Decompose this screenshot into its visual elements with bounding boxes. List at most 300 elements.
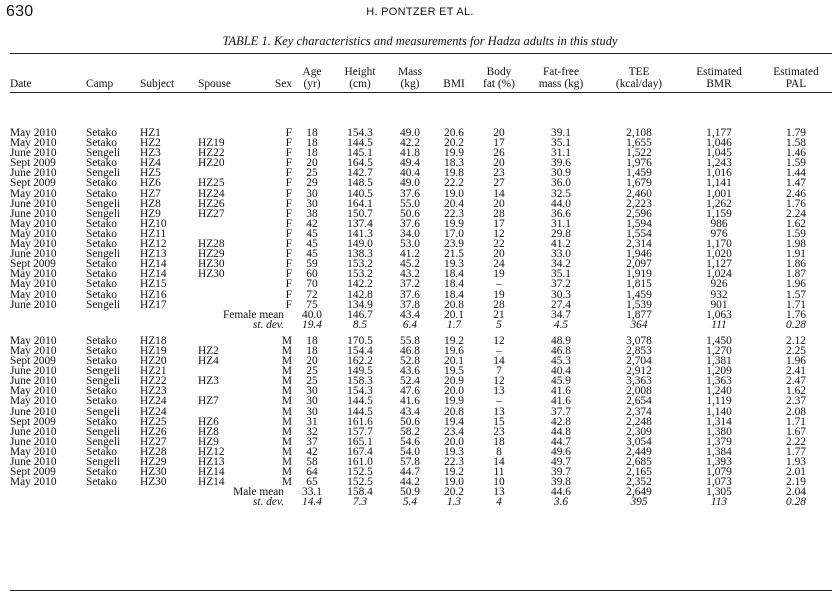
cell-mass: 43.4 [400,405,420,418]
cell-camp: Setako [86,137,118,150]
cell-camp: Sengeli [86,298,121,311]
cell-tee: 2,704 [626,355,652,368]
cell-date: May 2010 [10,127,57,139]
summary-mass: 50.9 [400,486,420,499]
cell-date: June 2010 [10,147,57,160]
cell-tee: 2,097 [626,258,652,271]
cell-mass: 58.2 [400,425,420,438]
cell-subject: HZ8 [140,197,161,210]
cell-camp: Setako [86,157,118,170]
cell-bmi: 20.1 [444,355,464,368]
cell-age: 70 [306,278,318,291]
cell-date: May 2010 [10,334,57,347]
cell-age: 45 [306,248,318,261]
cell-ffm: 45.3 [551,355,571,368]
cell-height: 149.0 [347,238,373,251]
cell-ffm: 39.1 [551,127,571,139]
cell-pal: 1.59 [786,227,806,240]
cell-age: 60 [306,268,318,281]
cell-camp: Setako [86,445,118,458]
cell-age: 25 [306,375,318,388]
cell-height: 167.4 [347,445,373,458]
cell-bmr: 1,270 [706,344,732,357]
cell-spouse: HZ25 [198,177,225,190]
cell-height: 161.6 [347,415,373,428]
cell-pal: 1.91 [786,248,806,261]
cell-height: 150.7 [347,207,373,220]
cell-date: June 2010 [10,405,57,418]
cell-pal: 1.47 [786,177,806,190]
cell-pal: 1.57 [786,288,806,301]
cell-bmr: 1,079 [706,466,732,479]
cell-mass: 43.2 [400,268,420,281]
cell-height: 153.2 [347,258,373,271]
cell-ffm: 41.6 [551,385,571,398]
cell-tee: 1,655 [626,137,652,150]
page-number: 630 [6,3,34,20]
cell-height: 154.3 [347,127,373,139]
cell-spouse: HZ3 [198,375,219,388]
cell-pal: 1.71 [786,415,806,428]
cell-camp: Sengeli [86,197,121,210]
cell-sex: F [285,238,292,251]
summary-age: 40.0 [302,308,322,321]
cell-date: May 2010 [10,238,57,251]
summary-tee: 364 [630,318,648,331]
cell-pal: 1.58 [786,137,806,150]
cell-spouse: HZ13 [198,456,225,468]
cell-sex: M [281,385,292,398]
cell-bmr: 1,127 [706,258,732,271]
cell-tee: 2,248 [626,415,652,428]
cell-ffm: 48.9 [551,334,571,347]
cell-bodyfat: 7 [496,365,502,378]
cell-date: Sept 2009 [10,157,56,170]
cell-camp: Setako [86,288,118,301]
cell-bmi: 23.4 [444,425,464,438]
cell-age: 25 [306,365,318,378]
cell-spouse [198,279,266,289]
cell-sex: F [285,127,292,139]
cell-age: 45 [306,227,318,240]
cell-height: 142.7 [347,167,373,180]
cell-tee: 2,352 [626,476,652,489]
cell-sex: F [285,137,292,150]
cell-tee: 1,594 [626,217,652,230]
cell-date: Sept 2009 [10,355,56,368]
table-row [10,209,832,219]
cell-bodyfat: – [496,278,502,291]
cell-bmi: 19.2 [444,466,464,479]
cell-mass: 47.6 [400,385,420,398]
cell-bmr: 976 [710,227,728,240]
cell-subject: HZ11 [140,227,167,240]
cell-date: June 2010 [10,248,57,261]
cell-ffm: 29.8 [551,227,571,240]
cell-subject: HZ7 [140,187,161,200]
cell-height: 164.1 [347,197,373,210]
table-caption: TABLE 1. Key characteristics and measurements for Hadza adults in this study [222,34,618,48]
cell-height: 148.5 [347,177,373,190]
cell-ffm: 37.2 [551,278,571,291]
cell-age: 72 [306,288,318,301]
cell-camp: Setako [86,127,118,139]
cell-camp: Setako [86,238,118,251]
cell-sex: M [281,415,292,428]
cell-spouse: HZ19 [198,137,225,150]
cell-sex: F [285,278,292,291]
summary-height: 7.3 [352,496,368,509]
cell-subject: HZ2 [140,137,161,150]
cell-bmr: 1,170 [706,238,732,251]
cell-subject: HZ26 [140,425,167,438]
cell-spouse: HZ27 [198,207,225,220]
female-sd-row [10,320,832,330]
cell-mass: 49.4 [400,157,420,170]
cell-bodyfat: 13 [493,385,505,398]
cell-sex: F [285,157,292,170]
cell-height: 144.5 [347,405,373,418]
cell-bmr: 926 [710,278,728,291]
cell-bodyfat: 19 [493,288,505,301]
header-mass: Mass (kg) [397,66,423,90]
cell-bmi: 19.3 [444,258,464,271]
cell-spouse: HZ20 [198,157,225,170]
cell-camp: Sengeli [86,375,121,388]
cell-ffm: 35.1 [551,268,571,281]
cell-mass: 37.6 [400,217,420,230]
cell-bmr: 1,141 [706,177,732,190]
summary-label: Female mean [222,308,284,321]
cell-camp: Setako [86,395,118,408]
cell-height: 165.1 [347,435,373,448]
cell-pal: 1.96 [786,278,806,291]
cell-pal: 1.96 [786,355,806,368]
cell-bmr: 1,262 [706,197,732,210]
cell-bodyfat: 26 [493,147,505,160]
cell-subject: HZ29 [140,456,167,468]
cell-ffm: 35.1 [551,137,571,150]
summary-bmi: 20.2 [444,486,464,499]
summary-tee: 1,877 [626,308,652,321]
cell-sex: F [285,147,292,160]
cell-pal: 1.77 [786,445,806,458]
cell-bmr: 1,024 [706,268,732,281]
cell-bmi: 18.4 [444,278,464,291]
cell-camp: Setako [86,415,118,428]
cell-mass: 55.8 [400,334,420,347]
cell-spouse [198,219,266,229]
cell-bmi: 18.4 [444,268,464,281]
header-bodyfat: Body fat (%) [483,66,515,90]
cell-bodyfat: 22 [493,238,505,251]
cell-sex: F [285,227,292,240]
summary-tee: 395 [630,496,648,509]
cell-mass: 44.7 [400,466,420,479]
cell-bmr: 1,381 [706,355,732,368]
cell-height: 152.5 [347,466,373,479]
cell-pal: 2.22 [786,435,806,448]
summary-age: 33.1 [302,486,322,499]
cell-bodyfat: 28 [493,207,505,220]
summary-bmr: 113 [710,496,728,509]
cell-mass: 44.2 [400,476,420,489]
cell-tee: 3,078 [626,334,652,347]
cell-date: June 2010 [10,435,57,448]
cell-pal: 1.59 [786,157,806,170]
cell-bmi: 20.8 [444,298,464,311]
cell-subject: HZ20 [140,355,167,368]
summary-bodyfat: 4 [496,496,502,509]
cell-tee: 1,919 [626,268,652,281]
cell-mass: 54.6 [400,435,420,448]
cell-bmr: 1,177 [706,127,732,139]
cell-age: 18 [306,344,318,357]
cell-tee: 1,554 [626,227,652,240]
cell-camp: Sengeli [86,147,121,160]
cell-sex: F [285,177,292,190]
cell-camp: Sengeli [86,425,121,438]
cell-mass: 42.2 [400,137,420,150]
cell-subject: HZ10 [140,217,167,230]
cell-bmi: 19.5 [444,365,464,378]
cell-sex: M [281,375,292,388]
cell-age: 30 [306,385,318,398]
summary-ffm: 34.7 [551,308,571,321]
cell-tee: 2,008 [626,385,652,398]
cell-bodyfat: 18 [493,435,505,448]
cell-subject: HZ19 [140,344,167,357]
cell-date: May 2010 [10,227,57,240]
cell-tee: 1,459 [626,167,652,180]
cell-ffm: 44.7 [551,435,571,448]
cell-bmr: 1,384 [706,445,732,458]
table-top-rule [10,53,832,54]
cell-bodyfat: 28 [493,298,505,311]
cell-sex: F [285,167,292,180]
cell-ffm: 31.1 [551,147,571,160]
cell-pal: 1.79 [786,127,806,139]
cell-age: 18 [306,334,318,347]
table-header [10,56,832,90]
cell-bmi: 20.9 [444,375,464,388]
cell-mass: 40.4 [400,167,420,180]
summary-age: 14.4 [302,496,322,509]
cell-pal: 2.01 [786,466,806,479]
cell-date: May 2010 [10,137,57,150]
cell-bodyfat: 15 [493,415,505,428]
cell-sex: M [281,435,292,448]
cell-tee: 1,976 [626,157,652,170]
cell-ffm: 27.4 [551,298,571,311]
cell-age: 32 [306,425,318,438]
summary-bmr: 1,063 [706,308,732,321]
cell-ffm: 49.7 [551,456,571,468]
cell-sex: M [281,476,292,489]
cell-sex: M [281,395,292,408]
cell-bmi: 20.6 [444,127,464,139]
header-spouse: Spouse [198,78,231,90]
cell-bmi: 19.3 [444,445,464,458]
cell-ffm: 32.5 [551,187,571,200]
cell-pal: 2.41 [786,365,806,378]
cell-age: 18 [306,147,318,160]
cell-age: 37 [306,435,318,448]
header-pal: Estimated PAL [773,66,819,90]
cell-camp: Setako [86,476,118,489]
cell-pal: 2.46 [786,187,806,200]
cell-mass: 52.4 [400,375,420,388]
cell-spouse: HZ28 [198,238,225,251]
cell-tee: 3,054 [626,435,652,448]
cell-bodyfat: 20 [493,157,505,170]
cell-ffm: 37.7 [551,405,571,418]
cell-bodyfat: 17 [493,217,505,230]
cell-age: 59 [306,258,318,271]
cell-bodyfat: 27 [493,177,505,190]
cell-age: 42 [306,445,318,458]
cell-tee: 2,165 [626,466,652,479]
cell-height: 153.2 [347,268,373,281]
cell-date: Sept 2009 [10,466,56,479]
cell-mass: 53.0 [400,238,420,251]
cell-subject: HZ23 [140,385,167,398]
cell-height: 142.8 [347,288,373,301]
cell-bmi: 22.3 [444,207,464,220]
cell-age: 25 [306,167,318,180]
cell-bmr: 1,393 [706,456,732,468]
cell-bmr: 1,240 [706,385,732,398]
cell-tee: 3,363 [626,375,652,388]
cell-sex: M [281,355,292,368]
cell-bmi: 20.2 [444,137,464,150]
cell-tee: 2,108 [626,127,652,139]
cell-subject: HZ24 [140,405,167,418]
cell-sex: F [285,197,292,210]
cell-bmi: 20.4 [444,197,464,210]
cell-pal: 1.67 [786,425,806,438]
cell-date: May 2010 [10,278,57,291]
cell-camp: Setako [86,177,118,190]
cell-spouse: HZ26 [198,197,225,210]
summary-ffm: 3.6 [553,496,569,509]
cell-mass: 54.0 [400,445,420,458]
cell-bodyfat: 19 [493,268,505,281]
cell-date: June 2010 [10,365,57,378]
running-head: H. PONTZER ET AL. [366,6,474,18]
cell-ffm: 44.8 [551,425,571,438]
cell-mass: 34.0 [400,227,420,240]
cell-pal: 2.12 [786,334,806,347]
cell-subject: HZ27 [140,435,167,448]
cell-height: 162.2 [347,355,373,368]
cell-ffm: 30.9 [551,167,571,180]
summary-ffm: 44.6 [551,486,571,499]
cell-bmr: 1,450 [706,334,732,347]
cell-pal: 2.47 [786,375,806,388]
cell-camp: Setako [86,466,118,479]
cell-age: 30 [306,405,318,418]
cell-subject: HZ3 [140,147,161,160]
cell-bmr: 1,001 [706,187,732,200]
cell-height: 161.0 [347,456,373,468]
summary-mass: 5.4 [402,496,418,509]
cell-ffm: 42.8 [551,415,571,428]
cell-bmi: 18.4 [444,288,464,301]
cell-subject: HZ30 [140,466,167,479]
cell-height: 158.3 [347,375,373,388]
summary-age: 19.4 [302,318,322,331]
cell-subject: HZ22 [140,375,167,388]
cell-subject: HZ5 [140,167,161,180]
cell-bodyfat: 12 [493,334,505,347]
cell-date: June 2010 [10,167,57,180]
cell-mass: 49.0 [400,127,420,139]
cell-bmr: 1,159 [706,207,732,220]
cell-bodyfat: 12 [493,375,505,388]
cell-subject: HZ14 [140,268,167,281]
female-mean-row [10,310,832,320]
cell-subject: HZ1 [140,127,161,139]
summary-pal: 2.04 [786,486,806,499]
cell-bmr: 932 [710,288,728,301]
cell-ffm: 41.2 [551,238,571,251]
cell-bmr: 1,045 [706,147,732,160]
table-body [10,128,832,507]
cell-camp: Setako [86,355,118,368]
cell-ffm: 39.8 [551,476,571,489]
cell-age: 20 [306,157,318,170]
cell-camp: Setako [86,334,118,347]
table-row [10,290,832,300]
cell-height: 164.5 [347,157,373,170]
cell-ffm: 46.8 [551,344,571,357]
cell-ffm: 30.3 [551,288,571,301]
cell-camp: Sengeli [86,456,121,468]
cell-tee: 2,314 [626,238,652,251]
cell-sex: F [285,268,292,281]
cell-bmr: 901 [710,298,728,311]
cell-bodyfat: 23 [493,167,505,180]
cell-bodyfat: 10 [493,476,505,489]
cell-age: 18 [306,127,318,139]
cell-bmr: 1,380 [706,425,732,438]
cell-subject: HZ9 [140,207,161,220]
summary-label: st. dev. [252,318,284,331]
cell-age: 42 [306,217,318,230]
cell-subject: HZ16 [140,288,167,301]
summary-mass: 43.4 [400,308,420,321]
cell-date: May 2010 [10,395,57,408]
cell-pal: 1.93 [786,456,806,468]
cell-sex: M [281,456,292,468]
cell-height: 144.5 [347,395,373,408]
cell-spouse: HZ30 [198,268,225,281]
cell-mass: 49.0 [400,177,420,190]
summary-tee: 2,649 [626,486,652,499]
summary-bodyfat: 5 [496,318,502,331]
cell-tee: 2,449 [626,445,652,458]
cell-ffm: 33.0 [551,248,571,261]
cell-camp: Sengeli [86,435,121,448]
cell-mass: 37.8 [400,298,420,311]
summary-bodyfat: 13 [493,486,505,499]
cell-tee: 2,853 [626,344,652,357]
cell-tee: 1,946 [626,248,652,261]
cell-bmi: 22.3 [444,456,464,468]
cell-subject: HZ18 [140,334,167,347]
cell-tee: 1,522 [626,147,652,160]
